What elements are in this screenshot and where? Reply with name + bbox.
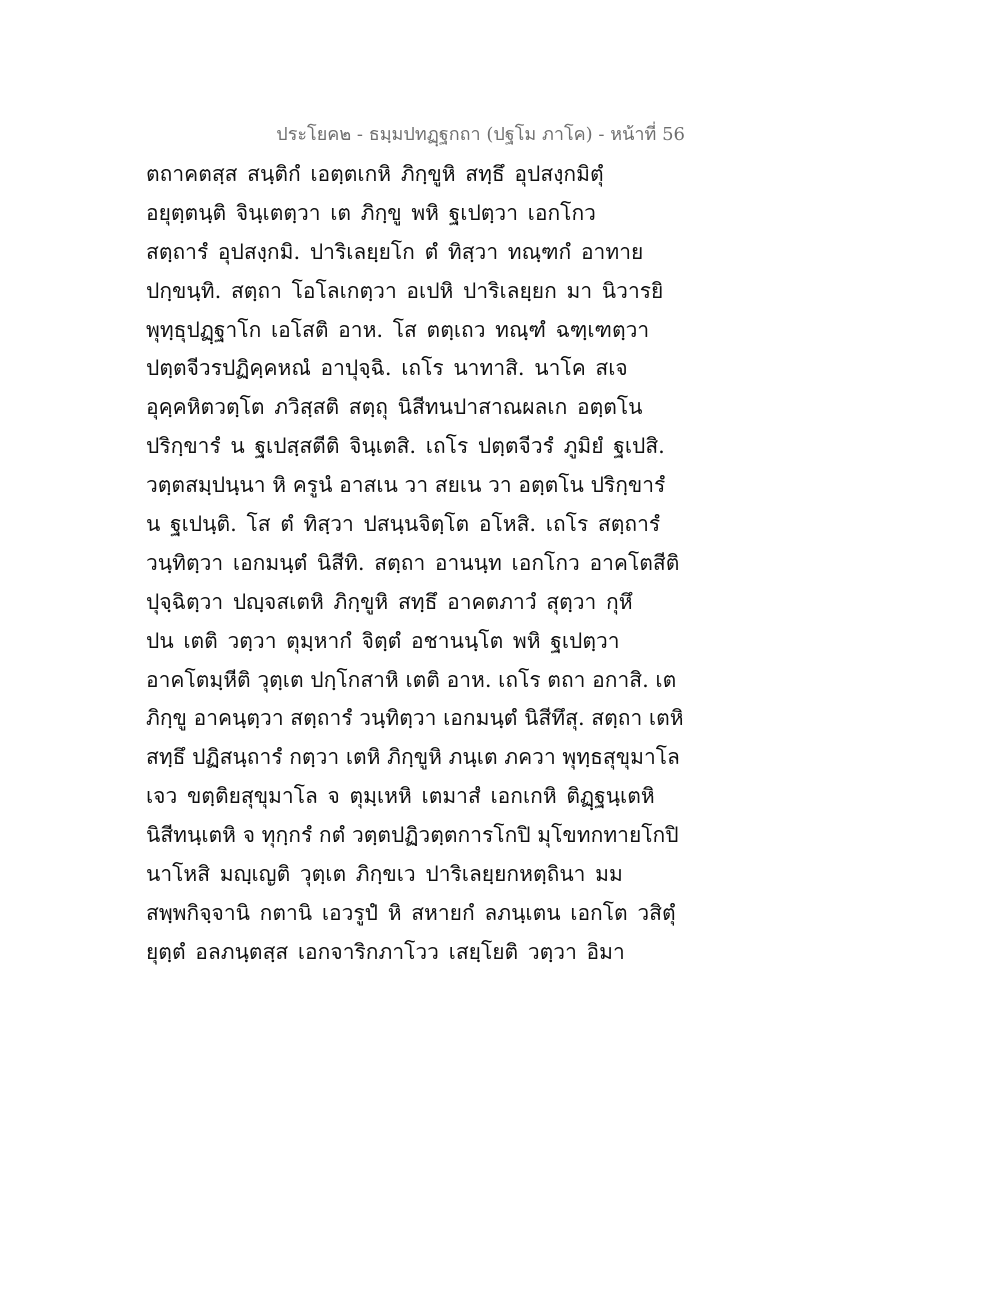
text-line: วตฺตสมฺปนฺนา หิ ครูนํ อาสเน วา สยเน วา อตฺตโน ปริกฺขารํ (146, 473, 666, 498)
text-line: อยุตฺตนฺติ จินฺเตตฺวา เต ภิกฺขู พหิ ฐเปตฺวา เอกโกว (146, 200, 596, 225)
text-line: นิสีทนฺเตหิ จ ทุกฺกรํ กตํ วตฺตปฏิวตฺตการโกปิ มุโขทกทายโกปิ (146, 823, 679, 848)
running-header: ประโยค๒ - ธมฺมปทฏฺฐกถา (ปฐโม ภาโค) - หน้าที่ 56 (276, 124, 685, 145)
text-line: อาคโตมฺหีติ วุตฺเต ปกฺโกสาหิ เตติ อาห. เถโร ตถา อกาสิ. เต (146, 667, 677, 692)
text-line: วนฺทิตฺวา เอกมนฺตํ นิสีทิ. สตฺถา อานนฺท เอกโกว อาคโตสีติ (146, 550, 680, 575)
text-line: สพฺพกิจฺจานิ กตานิ เอวรูปํ หิ สหายกํ ลภนฺเตน เอกโต วสิตุํ (146, 900, 676, 925)
text-line: ปุจฺฉิตฺวา ปญฺจสเตหิ ภิกฺขูหิ สทฺธึ อาคตภาวํ สุตฺวา กุหึ (146, 589, 633, 614)
text-line: นาโหสิ มญฺเญติ วุตฺเต ภิกฺขเว ปาริเลยฺยกหตฺถินา มม (146, 862, 623, 887)
text-line: เจว ขตฺติยสุขุมาโล จ ตุมฺเหหิ เตมาสํ เอกเกหิ ติฏฺฐนฺเตหิ (146, 784, 655, 809)
text-line: ยุตฺตํ อลภนฺตสฺส เอกจาริกภาโวว เสยฺโยติ วตฺวา อิมา (146, 939, 625, 964)
text-line: ปริกฺขารํ น ฐเปสฺสตีติ จินฺเตสิ. เถโร ปตฺตจีวรํ ภูมิยํ ฐเปสิ. (146, 434, 665, 459)
text-line: ปตฺตจีวรปฏิคฺคหณํ อาปุจฺฉิ. เถโร นาทาสิ. นาโค สเจ (146, 356, 628, 381)
text-line: ปน เตติ วตฺวา ตุมฺหากํ จิตฺตํ อชานนฺโต พหิ ฐเปตฺวา (146, 628, 620, 653)
text-line: ปกฺขนฺทิ. สตฺถา โอโลเกตฺวา อเปหิ ปาริเลยฺยก มา นิวารยิ (146, 278, 664, 303)
text-line: สตฺถารํ อุปสงฺกมิ. ปาริเลยฺยโก ตํ ทิสฺวา ทณฺฑกํ อาทาย (146, 239, 644, 264)
text-line: พุทฺธุปฏฺฐาโก เอโสติ อาห. โส ตตฺเถว ทณฺฑํ ฉฑฺเฑตฺวา (146, 317, 650, 342)
text-line: สทฺธึ ปฏิสนฺถารํ กตฺวา เตหิ ภิกฺขูหิ ภนฺเต ภควา พุทฺธสุขุมาโล (146, 745, 680, 770)
text-line: ตถาคตสฺส สนฺติกํ เอตฺตเกหิ ภิกฺขูหิ สทฺธึ อุปสงฺกมิตุํ (146, 162, 604, 186)
body-text (146, 160, 686, 977)
text-line: ภิกฺขู อาคนฺตฺวา สตฺถารํ วนฺทิตฺวา เอกมนฺตํ นิสีทึสุ. สตฺถา เตหิ (146, 706, 684, 731)
text-line: อุคฺคหิตวตฺโต ภวิสฺสติ สตฺถุ นิสีทนปาสาณผลเก อตฺตโน (146, 395, 643, 420)
text-line: น ฐเปนฺติ. โส ตํ ทิสฺวา ปสนฺนจิตฺโต อโหสิ. เถโร สตฺถารํ (146, 512, 661, 537)
